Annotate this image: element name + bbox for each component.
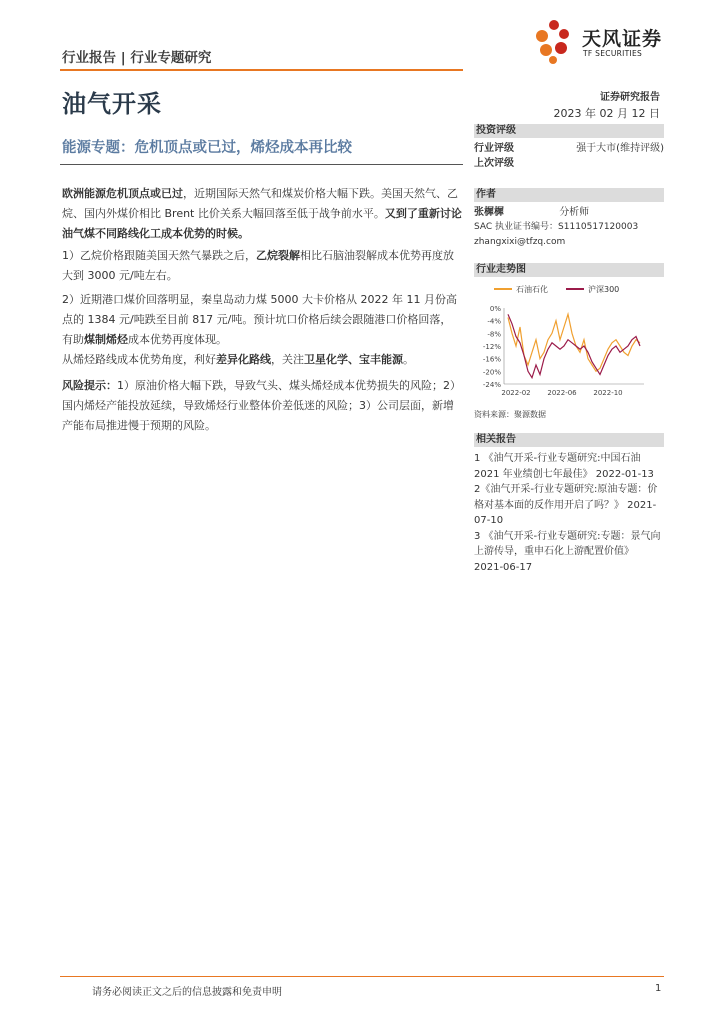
- company-logo: [534, 18, 684, 66]
- legend-label-0: 石油石化: [516, 285, 548, 294]
- logo-english-name: TF SECURITIES: [583, 49, 643, 58]
- view-text: 从烯烃路线成本优势角度，利好: [62, 353, 216, 366]
- y-tick-label: -16%: [482, 355, 501, 364]
- summary-lead: 欧洲能源危机顶点或已过: [62, 187, 183, 200]
- summary-conclusion: 又到了重新讨论油气煤不同路线化工成本优势的时候。: [62, 207, 462, 240]
- logo-chinese-name: 天风证券: [582, 28, 663, 50]
- related-heading: 相关报告: [474, 433, 664, 447]
- industry-trend-chart: [474, 280, 664, 400]
- author-name: 张樨樨: [474, 207, 504, 218]
- headline-divider: [60, 164, 463, 165]
- author-heading: 作者: [474, 188, 664, 202]
- point-coal: [62, 290, 462, 350]
- logo-flower-icon: [534, 18, 580, 66]
- rating-section: [474, 124, 664, 171]
- point-ethane-text: 1）乙烷价格跟随美国天然气暴跌之后，: [62, 249, 256, 262]
- view-end: 。: [403, 353, 414, 366]
- summary-paragraph-1: [62, 184, 462, 244]
- trend-chart-svg: [474, 280, 664, 400]
- point-coal-tail: 成本优势再度体现。: [128, 333, 227, 346]
- chart-heading: 行业走势图: [474, 263, 664, 277]
- y-tick-label: -8%: [487, 330, 501, 339]
- x-tick-label: 2022-02: [501, 389, 531, 397]
- industry-rating-value: 强于大市(维持评级): [576, 143, 664, 154]
- point-ethane-keyword: 乙烷裂解: [256, 249, 300, 262]
- report-category: 行业报告 | 行业专题研究: [62, 50, 212, 66]
- legend-label-1: 沪深300: [588, 285, 620, 294]
- risk-label: 风险提示：: [62, 379, 117, 392]
- y-tick-label: -12%: [482, 343, 501, 351]
- y-tick-label: 0%: [489, 305, 501, 313]
- header-divider: [60, 69, 463, 71]
- footer-disclaimer: 请务必阅读正文之后的信息披露和免责申明: [92, 987, 282, 998]
- y-tick-label: -4%: [487, 317, 501, 326]
- view-companies: 卫星化学、宝丰能源: [304, 353, 403, 366]
- point-coal-text: 2）近期港口煤价回落明显，秦皇岛动力煤 5000 大卡价格从 2022 年 11 月份高点的 1384 元/吨跌至目前 817 元/吨。预计坑口价格后续会跟随港口价格回落，有助: [62, 293, 457, 346]
- related-report-2[interactable]: 2《油气开采-行业专题研究:原油专题：价格对基本面的反作用开启了吗？》 2021-07-10: [474, 484, 658, 526]
- chart-section: [474, 263, 664, 277]
- related-report-3[interactable]: 3 《油气开采-行业专题研究:专题：景气向上游传导，重申石化上游配置价值》 2021-06-17: [474, 530, 661, 573]
- risk-text: 1）原油价格大幅下跌，导致气头、煤头烯烃成本优势损失的风险；2）国内烯烃产能投放延续，导致烯烃行业整体价差低迷的风险；3）公司层面，新增产能布局推进慢于预期的风险。: [62, 379, 461, 432]
- footer-divider: [60, 976, 664, 977]
- rating-heading: 投资评级: [474, 124, 664, 138]
- summary-text: ，近期国际天然气和煤炭价格大幅下跌。美国天然气、乙烷、国内外煤价相比 Brent 比价关系大幅回落至低于战争前水平。: [62, 187, 458, 220]
- related-section: [474, 433, 664, 575]
- point-ethane-tail: 相比石脑油裂解成本优势再度放大到 3000 元/吨左右。: [62, 249, 454, 282]
- author-sac: SAC 执业证书编号：S1110517120003: [474, 222, 639, 232]
- last-rating-label: 上次评级: [474, 158, 514, 169]
- page-title: 油气开采: [62, 90, 162, 118]
- report-headline: 能源专题：危机顶点或已过，烯烃成本再比较: [62, 140, 352, 156]
- y-tick-label: -20%: [482, 368, 501, 377]
- industry-rating-label: 行业评级: [474, 143, 514, 154]
- point-coal-keyword: 煤制烯烃: [84, 333, 128, 346]
- x-tick-label: 2022-10: [593, 389, 623, 397]
- author-email[interactable]: zhangxixi@tfzq.com: [474, 237, 566, 247]
- report-type: 证券研究报告: [600, 92, 660, 103]
- series-line-0: [508, 314, 640, 371]
- related-report-1[interactable]: 1 《油气开采-行业专题研究:中国石油2021 年业绩创七年最佳》 2022-01-13: [474, 453, 654, 480]
- chart-source: 资料来源：聚源数据: [474, 410, 546, 419]
- risk-warning: [62, 376, 462, 436]
- page-number: 1: [655, 983, 662, 994]
- view-keyword: 差异化路线: [216, 353, 271, 366]
- point-ethane: [62, 246, 462, 286]
- view-mid: ，关注: [271, 353, 304, 366]
- y-tick-label: -24%: [482, 381, 501, 389]
- investment-view: [62, 350, 462, 370]
- report-date: 2023 年 02 月 12 日: [553, 107, 660, 120]
- author-section: [474, 188, 664, 250]
- author-title: 分析师: [559, 207, 590, 218]
- x-tick-label: 2022-06: [547, 389, 577, 397]
